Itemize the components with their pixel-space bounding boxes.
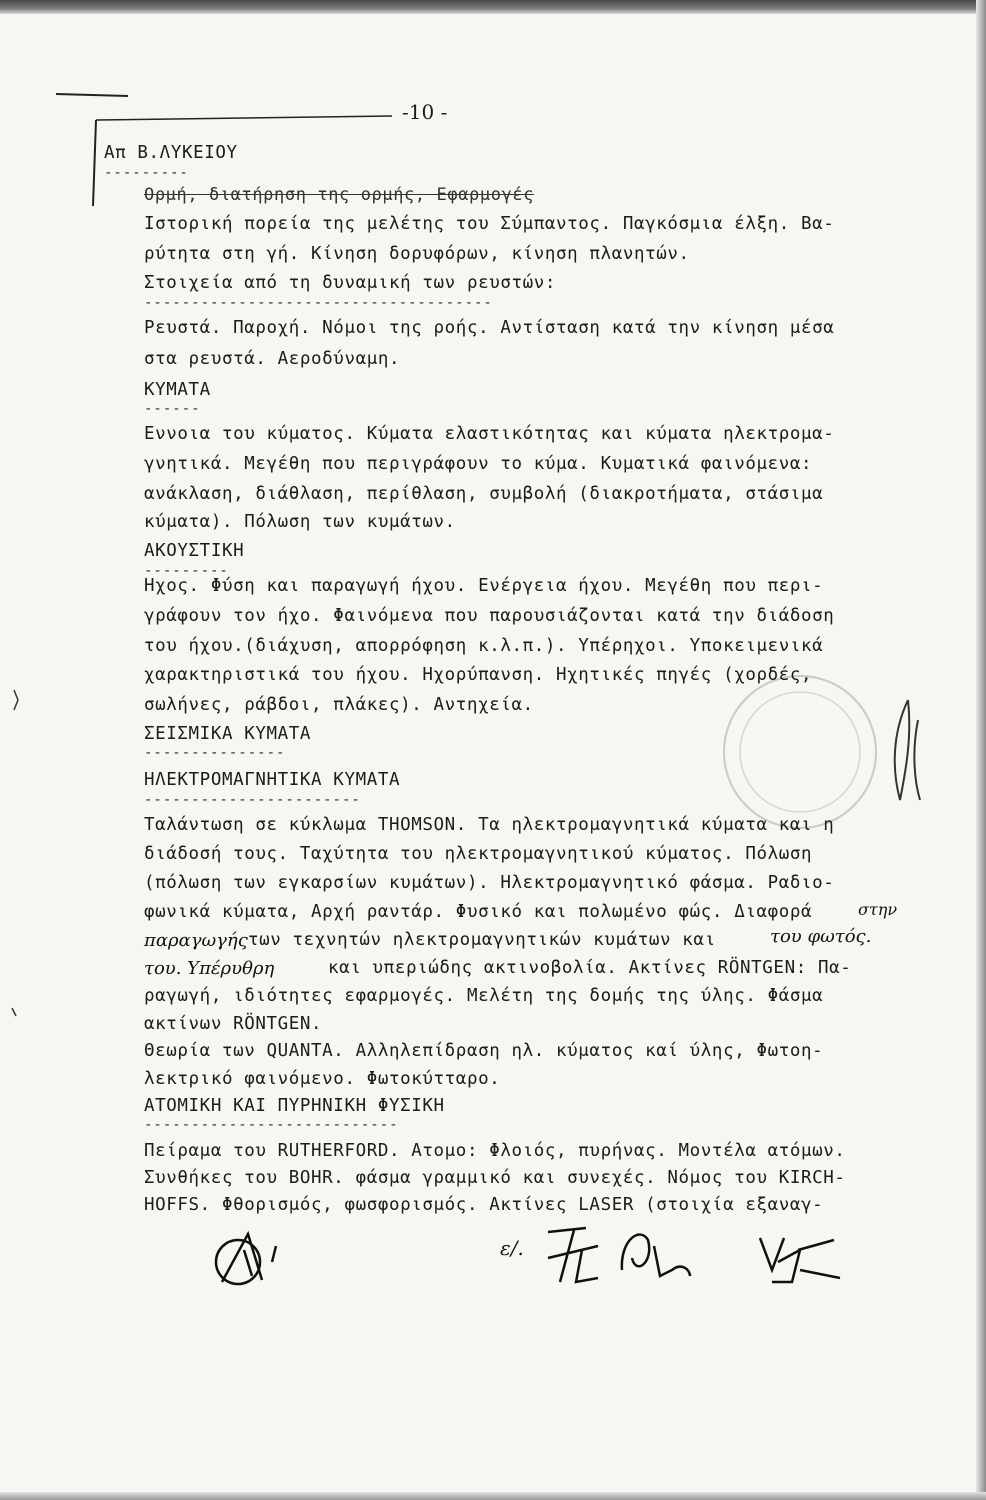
heading-fluids: Στοιχεία από τη δυναμική των ρευστών: xyxy=(144,273,557,293)
text-line: Εννοια του κύματος. Κύματα ελαστικότητας και κύματα ηλεκτρομα- xyxy=(144,424,835,444)
text-line: Πείραμα του RUTHERFORD. Ατομο: Φλοιός, πυρήνας. Μοντέλα ατόμων. xyxy=(144,1141,846,1161)
handwritten-insert: του φωτός. xyxy=(770,926,872,947)
text-line: λεκτρικό φαινόμενο. Φωτοκύτταρο. xyxy=(144,1069,501,1089)
text-line: Ηχος. Φύση και παραγωγή ήχου. Ενέργεια ήχου. Μεγέθη που περι- xyxy=(144,576,824,596)
text-line: φωνικά κύματα, Αρχή ραντάρ. Φυσικό και πολωμένο φώς. Διαφορά xyxy=(144,902,813,922)
handwritten-insert: στην xyxy=(858,900,898,919)
section-label: Απ Β.ΛΥΚΕΙΟΥ xyxy=(104,143,238,163)
struck-heading: Ορμή, διατήρηση της ορμής, Εφαρμογές xyxy=(144,185,535,205)
text-line: κύματα). Πόλωση των κυμάτων. xyxy=(144,512,456,532)
heading-underline: ------ xyxy=(144,401,201,417)
text-line: (πόλωση των εγκαρσίων κυμάτων). Ηλεκτρομαγνητικό φάσμα. Ραδιο- xyxy=(144,873,835,893)
text-line: του ήχου.(διάχυση, απορρόφηση κ.λ.π.). Υπέρηχοι. Υποκειμενικά xyxy=(144,636,824,656)
text-line: Θεωρία των QUANTA. Αλληλεπίδραση ηλ. κύματος καί ύλης, Φωτοη- xyxy=(144,1041,824,1061)
text-line: Ρευστά. Παροχή. Νόμοι της ροής. Αντίσταση κατά την κίνηση μέσα xyxy=(144,318,835,338)
text-line: Ταλάντωση σε κύκλωμα THOMSON. Τα ηλεκτρομαγνητικά κύματα και η xyxy=(144,815,835,835)
text-line: γνητικά. Μεγέθη που περιγράφουν το κύμα. Κυματικά φαινόμενα: xyxy=(144,454,813,474)
text-line: ανάκλαση, διάθλαση, περίθλαση, συμβολή (διακροτήματα, στάσιμα xyxy=(144,484,824,504)
signature-4 xyxy=(760,1238,840,1282)
text-line: HOFFS. Φθορισμός, φωσφορισμός. Ακτίνες LASER (στοιχία εξαναγ- xyxy=(144,1195,824,1215)
handwritten-insert: παραγωγής xyxy=(144,930,248,951)
text-line: χαρακτηριστικά του ήχου. Ηχορύπανση. Ηχητικές πηγές (χορδές, xyxy=(144,665,813,685)
heading-waves: ΚΥΜΑΤΑ xyxy=(144,380,211,400)
signature-1 xyxy=(216,1234,276,1284)
text-line: και υπεριώδης ακτινοβολία. Ακτίνες RÖNTGEN: Πα- xyxy=(328,958,852,978)
heading-underline: ------------------------------------- xyxy=(144,295,493,311)
margin-signature xyxy=(895,700,920,800)
section-underline: --------- xyxy=(104,165,189,181)
text-line: ραγωγή, ιδιότητες εφαρμογές. Μελέτη της δομής της ύλης. Φάσμα xyxy=(144,986,824,1006)
heading-atomic: ΑΤΟΜΙΚΗ ΚΑΙ ΠΥΡΗΝΙΚΗ ΦΥΣΙΚΗ xyxy=(144,1096,445,1116)
heading-acoustics: ΑΚΟΥΣΤΙΚΗ xyxy=(144,541,245,561)
text-line: γράφουν τον ήχο. Φαινόμενα που παρουσιάζονται κατά την διάδοση xyxy=(144,606,835,626)
page-number: -10 - xyxy=(402,100,448,124)
heading-underline: --------------------------- xyxy=(144,1117,399,1133)
text-line: Συνθήκες του BOHR. φάσμα γραμμικό και συνεχές. Νόμος του KIRCH- xyxy=(144,1168,846,1188)
text-line: Ιστορική πορεία της μελέτης του Σύμπαντος. Παγκόσμια έλξη. Βα- xyxy=(144,214,835,234)
heading-underline: --------------- xyxy=(144,745,286,761)
handwritten-insert: του. Υπέρυθρη xyxy=(144,958,275,979)
heading-seismic: ΣΕΙΣΜΙΚΑ ΚΥΜΑΤΑ xyxy=(144,724,312,744)
signature-3 xyxy=(622,1235,690,1276)
text-line: στα ρευστά. Αεροδύναμη. xyxy=(144,349,401,369)
heading-underline: ----------------------- xyxy=(144,792,361,808)
handwritten-mark: ε/. xyxy=(500,1236,524,1260)
heading-underline: --------- xyxy=(144,563,229,579)
text-line: των τεχνητών ηλεκτρομαγνητικών κυμάτων και xyxy=(248,930,716,950)
text-line: σωλήνες, ράβδοι, πλάκες). Αντηχεία. xyxy=(144,695,534,715)
signature-2 xyxy=(548,1228,598,1282)
text-line: διάδοσή τους. Ταχύτητα του ηλεκτρομαγνητικού κύματος. Πόλωση xyxy=(144,844,813,864)
heading-em-waves: ΗΛΕΚΤΡΟΜΑΓΝΗΤΙΚΑ ΚΥΜΑΤΑ xyxy=(144,770,401,790)
text-line: ακτίνων RÖNTGEN. xyxy=(144,1014,323,1034)
text-line: ρύτητα στη γή. Κίνηση δορυφόρων, κίνηση πλανητών. xyxy=(144,244,690,264)
